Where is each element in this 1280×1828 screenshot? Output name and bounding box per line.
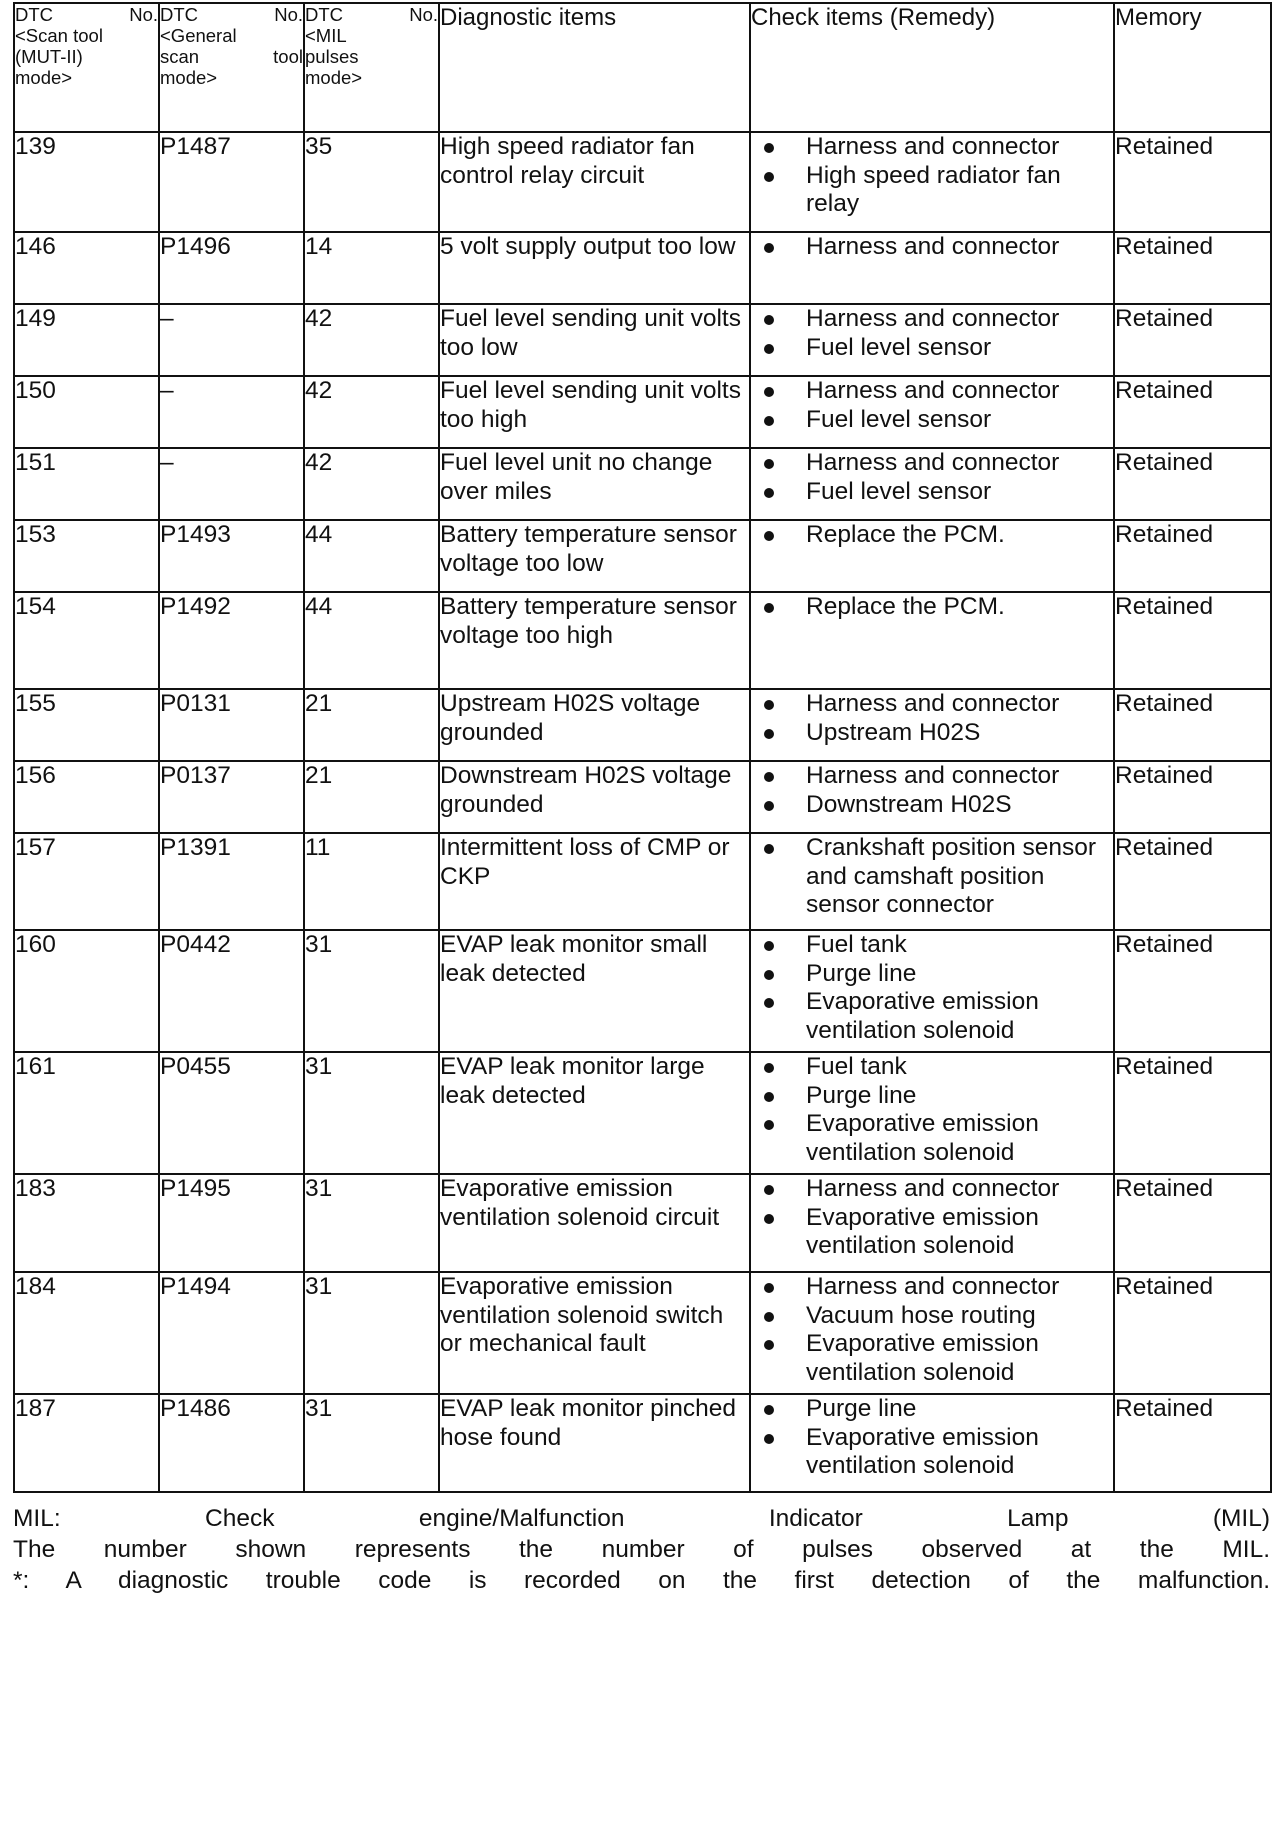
table-row (14, 1272, 1271, 1394)
bullet-icon (764, 1120, 774, 1130)
bullet-icon (764, 1340, 774, 1350)
cell-mil-pulses: 35 (304, 132, 439, 232)
cell-scan-tool-code: 139 (14, 132, 159, 232)
footnote-mil: MIL: Check engine/Malfunction Indicator Lamp (MIL) (13, 1505, 1270, 1532)
check-item (751, 406, 1113, 435)
check-items-list (751, 762, 1113, 819)
table-row (14, 689, 1271, 761)
cell-check-items (750, 930, 1114, 1052)
header-general-scan-line: mode> (160, 67, 218, 88)
check-item (751, 791, 1113, 820)
check-item (751, 478, 1113, 507)
check-item-text: Replace the PCM. (806, 521, 1005, 548)
header-general-scan-line: <General (160, 25, 237, 46)
cell-check-items (750, 592, 1114, 689)
check-item-text: Harness and connector (806, 1175, 1060, 1202)
check-item-text: Upstream H02S (806, 718, 981, 746)
cell-check-items (750, 1394, 1114, 1492)
table-row (14, 376, 1271, 448)
check-item-text: Purge line (806, 1395, 917, 1422)
check-items-list (751, 690, 1113, 747)
cell-scan-tool-code: 187 (14, 1394, 159, 1492)
bullet-icon (764, 1214, 774, 1224)
cell-check-items (750, 376, 1114, 448)
cell-check-items (750, 520, 1114, 592)
table-row (14, 132, 1271, 232)
check-item (751, 305, 1113, 334)
check-item (751, 593, 1113, 622)
check-items-list (751, 133, 1113, 219)
header-mil-pulses (304, 3, 439, 132)
header-mil-pulses-line: mode> (305, 67, 363, 88)
cell-general-scan-code: P1496 (159, 232, 304, 304)
cell-memory: Retained (1114, 304, 1271, 376)
cell-memory: Retained (1114, 1272, 1271, 1394)
cell-memory: Retained (1114, 520, 1271, 592)
check-item (751, 1204, 1113, 1261)
check-item-text: Downstream H02S (806, 790, 1012, 818)
cell-scan-tool-code: 161 (14, 1052, 159, 1174)
check-item-text: Harness and connector (806, 305, 1060, 332)
cell-general-scan-code: P1487 (159, 132, 304, 232)
cell-general-scan-code: P0137 (159, 761, 304, 833)
check-items-list (751, 1053, 1113, 1167)
cell-memory: Retained (1114, 132, 1271, 232)
check-items-list (751, 449, 1113, 506)
cell-scan-tool-code: 156 (14, 761, 159, 833)
table-row (14, 592, 1271, 689)
cell-memory: Retained (1114, 232, 1271, 304)
cell-scan-tool-code: 151 (14, 448, 159, 520)
footnote-pulses: The number shown represents the number of pulses observed at the MIL. (13, 1536, 1270, 1563)
cell-diagnostic-item: Fuel level sending unit volts too low (439, 304, 750, 376)
cell-scan-tool-code: 183 (14, 1174, 159, 1272)
check-item (751, 162, 1113, 219)
header-memory: Memory (1114, 3, 1271, 132)
cell-check-items (750, 232, 1114, 304)
check-item-text: Fuel tank (806, 1053, 907, 1080)
check-item-text: Evaporative emission ventilation solenoid (806, 1330, 1039, 1386)
bullet-icon (764, 387, 774, 397)
cell-general-scan-code: – (159, 304, 304, 376)
check-item (751, 988, 1113, 1045)
check-item (751, 133, 1113, 162)
bullet-icon (764, 531, 774, 541)
table-row (14, 761, 1271, 833)
cell-mil-pulses: 42 (304, 448, 439, 520)
check-item-text: Evaporative emission ventilation solenoid (806, 1110, 1039, 1166)
cell-diagnostic-item: Evaporative emission ventilation solenoid circuit (439, 1174, 750, 1272)
check-item-text: Fuel level sensor (806, 333, 992, 361)
check-item-text: Harness and connector (806, 377, 1060, 404)
header-scan-tool-line: mode> (15, 67, 73, 88)
cell-memory: Retained (1114, 376, 1271, 448)
header-general-scan (159, 3, 304, 132)
cell-diagnostic-item: Battery temperature sensor voltage too high (439, 592, 750, 689)
cell-scan-tool-code: 149 (14, 304, 159, 376)
check-item (751, 233, 1113, 262)
bullet-icon (764, 729, 774, 739)
cell-memory: Retained (1114, 833, 1271, 930)
header-general-scan-line: scan tool (160, 46, 303, 67)
check-item (751, 1053, 1113, 1082)
check-item (751, 1110, 1113, 1167)
check-items-list (751, 931, 1113, 1045)
bullet-icon (764, 416, 774, 426)
cell-check-items (750, 689, 1114, 761)
check-item (751, 449, 1113, 478)
check-item (751, 1424, 1113, 1481)
check-item-text: Evaporative emission ventilation solenoid (806, 988, 1039, 1044)
bullet-icon (764, 1092, 774, 1102)
cell-diagnostic-item: EVAP leak monitor small leak detected (439, 930, 750, 1052)
check-item-text: Fuel level sensor (806, 477, 992, 505)
cell-scan-tool-code: 157 (14, 833, 159, 930)
table-row (14, 1394, 1271, 1492)
bullet-icon (764, 801, 774, 811)
check-item-text: Harness and connector (806, 1273, 1060, 1300)
check-item-text: Crankshaft position sensor and camshaft position sensor connector (806, 834, 1097, 918)
cell-memory: Retained (1114, 761, 1271, 833)
bullet-icon (764, 1185, 774, 1195)
table-row (14, 930, 1271, 1052)
check-item-text: Fuel level sensor (806, 405, 992, 433)
table-row (14, 1052, 1271, 1174)
cell-diagnostic-item: EVAP leak monitor large leak detected (439, 1052, 750, 1174)
bullet-icon (764, 344, 774, 354)
header-mil-pulses-line: pulses (305, 46, 359, 67)
table-row (14, 1174, 1271, 1272)
header-scan-tool-line: DTC No. (15, 4, 158, 25)
header-mil-pulses-line: <MIL (305, 25, 347, 46)
check-items-list (751, 377, 1113, 434)
cell-general-scan-code: P0455 (159, 1052, 304, 1174)
check-item-text: Harness and connector (806, 449, 1060, 476)
check-item-text: Harness and connector (806, 762, 1060, 789)
check-item-text: Fuel tank (806, 931, 907, 958)
cell-mil-pulses: 31 (304, 1272, 439, 1394)
check-item-text: High speed radiator fan relay (806, 161, 1061, 217)
check-item-text: Purge line (806, 1081, 917, 1109)
check-item (751, 834, 1113, 920)
cell-mil-pulses: 44 (304, 520, 439, 592)
footnote-asterisk: *: A diagnostic trouble code is recorded on the first detection of the malfunction. (13, 1567, 1270, 1594)
header-scan-tool-line: (MUT-II) (15, 46, 83, 67)
cell-general-scan-code: – (159, 448, 304, 520)
header-scan-tool-line: <Scan tool (15, 25, 103, 46)
check-item (751, 1330, 1113, 1387)
cell-scan-tool-code: 146 (14, 232, 159, 304)
cell-mil-pulses: 21 (304, 761, 439, 833)
cell-check-items (750, 761, 1114, 833)
header-general-scan-line: DTC No. (160, 4, 303, 25)
cell-diagnostic-item: Upstream H02S voltage grounded (439, 689, 750, 761)
check-item (751, 1273, 1113, 1302)
check-items-list (751, 1395, 1113, 1481)
check-items-list (751, 1273, 1113, 1387)
check-item-text: Evaporative emission ventilation solenoid (806, 1423, 1039, 1479)
cell-mil-pulses: 14 (304, 232, 439, 304)
cell-mil-pulses: 31 (304, 1174, 439, 1272)
check-items-list (751, 593, 1113, 622)
header-check-items: Check items (Remedy) (750, 3, 1114, 132)
check-item-text: Harness and connector (806, 233, 1060, 260)
cell-check-items (750, 448, 1114, 520)
bullet-icon (764, 998, 774, 1008)
cell-scan-tool-code: 155 (14, 689, 159, 761)
cell-general-scan-code: P0442 (159, 930, 304, 1052)
table-row (14, 304, 1271, 376)
document-page (0, 2, 1280, 1828)
cell-check-items (750, 304, 1114, 376)
cell-mil-pulses: 31 (304, 930, 439, 1052)
cell-mil-pulses: 42 (304, 304, 439, 376)
cell-memory: Retained (1114, 1174, 1271, 1272)
cell-diagnostic-item: EVAP leak monitor pinched hose found (439, 1394, 750, 1492)
bullet-icon (764, 315, 774, 325)
cell-memory: Retained (1114, 592, 1271, 689)
bullet-icon (764, 488, 774, 498)
dtc-table (13, 2, 1272, 1493)
bullet-icon (764, 1063, 774, 1073)
check-item (751, 690, 1113, 719)
cell-diagnostic-item: Battery temperature sensor voltage too low (439, 520, 750, 592)
table-row (14, 833, 1271, 930)
table-body (14, 132, 1271, 1492)
check-items-list (751, 305, 1113, 362)
cell-diagnostic-item: Downstream H02S voltage grounded (439, 761, 750, 833)
bullet-icon (764, 243, 774, 253)
bullet-icon (764, 1283, 774, 1293)
table-row (14, 232, 1271, 304)
cell-general-scan-code: P1391 (159, 833, 304, 930)
cell-mil-pulses: 21 (304, 689, 439, 761)
cell-general-scan-code: P1492 (159, 592, 304, 689)
cell-diagnostic-item: Fuel level unit no change over miles (439, 448, 750, 520)
header-mil-pulses-line: DTC No. (305, 4, 438, 25)
cell-mil-pulses: 11 (304, 833, 439, 930)
bullet-icon (764, 844, 774, 854)
cell-check-items (750, 132, 1114, 232)
cell-memory: Retained (1114, 1052, 1271, 1174)
cell-diagnostic-item: Intermittent loss of CMP or CKP (439, 833, 750, 930)
check-item-text: Evaporative emission ventilation solenoid (806, 1203, 1039, 1259)
check-items-list (751, 1175, 1113, 1261)
cell-memory: Retained (1114, 930, 1271, 1052)
cell-general-scan-code: P0131 (159, 689, 304, 761)
cell-check-items (750, 1052, 1114, 1174)
check-item (751, 931, 1113, 960)
bullet-icon (764, 1434, 774, 1444)
bullet-icon (764, 772, 774, 782)
cell-scan-tool-code: 154 (14, 592, 159, 689)
check-item-text: Harness and connector (806, 690, 1060, 717)
check-item (751, 719, 1113, 748)
check-item (751, 1082, 1113, 1111)
cell-diagnostic-item: Evaporative emission ventilation solenoid switch or mechanical fault (439, 1272, 750, 1394)
bullet-icon (764, 1312, 774, 1322)
header-scan-tool (14, 3, 159, 132)
check-item (751, 1395, 1113, 1424)
table-row (14, 520, 1271, 592)
check-item (751, 377, 1113, 406)
footnotes (13, 1503, 1270, 1596)
cell-mil-pulses: 31 (304, 1052, 439, 1174)
bullet-icon (764, 970, 774, 980)
check-items-list (751, 834, 1113, 920)
header-diagnostic-items: Diagnostic items (439, 3, 750, 132)
table-header-row (14, 3, 1271, 132)
bullet-icon (764, 1405, 774, 1415)
cell-general-scan-code: – (159, 376, 304, 448)
cell-general-scan-code: P1495 (159, 1174, 304, 1272)
cell-memory: Retained (1114, 1394, 1271, 1492)
check-items-list (751, 521, 1113, 550)
cell-scan-tool-code: 150 (14, 376, 159, 448)
check-item (751, 762, 1113, 791)
bullet-icon (764, 172, 774, 182)
bullet-icon (764, 143, 774, 153)
cell-check-items (750, 833, 1114, 930)
check-item-text: Vacuum hose routing (806, 1301, 1036, 1329)
check-items-list (751, 233, 1113, 262)
cell-diagnostic-item: Fuel level sending unit volts too high (439, 376, 750, 448)
check-item-text: Harness and connector (806, 133, 1060, 160)
bullet-icon (764, 459, 774, 469)
bullet-icon (764, 603, 774, 613)
cell-general-scan-code: P1494 (159, 1272, 304, 1394)
cell-diagnostic-item: High speed radiator fan control relay circuit (439, 132, 750, 232)
table-row (14, 448, 1271, 520)
check-item-text: Replace the PCM. (806, 593, 1005, 620)
check-item (751, 960, 1113, 989)
cell-mil-pulses: 31 (304, 1394, 439, 1492)
cell-scan-tool-code: 153 (14, 520, 159, 592)
cell-scan-tool-code: 160 (14, 930, 159, 1052)
check-item (751, 1175, 1113, 1204)
check-item (751, 1302, 1113, 1331)
cell-check-items (750, 1174, 1114, 1272)
cell-check-items (750, 1272, 1114, 1394)
cell-mil-pulses: 44 (304, 592, 439, 689)
cell-general-scan-code: P1486 (159, 1394, 304, 1492)
cell-scan-tool-code: 184 (14, 1272, 159, 1394)
bullet-icon (764, 941, 774, 951)
check-item (751, 334, 1113, 363)
check-item (751, 521, 1113, 550)
cell-memory: Retained (1114, 689, 1271, 761)
check-item-text: Purge line (806, 959, 917, 987)
cell-mil-pulses: 42 (304, 376, 439, 448)
cell-diagnostic-item: 5 volt supply output too low (439, 232, 750, 304)
cell-general-scan-code: P1493 (159, 520, 304, 592)
cell-memory: Retained (1114, 448, 1271, 520)
bullet-icon (764, 700, 774, 710)
